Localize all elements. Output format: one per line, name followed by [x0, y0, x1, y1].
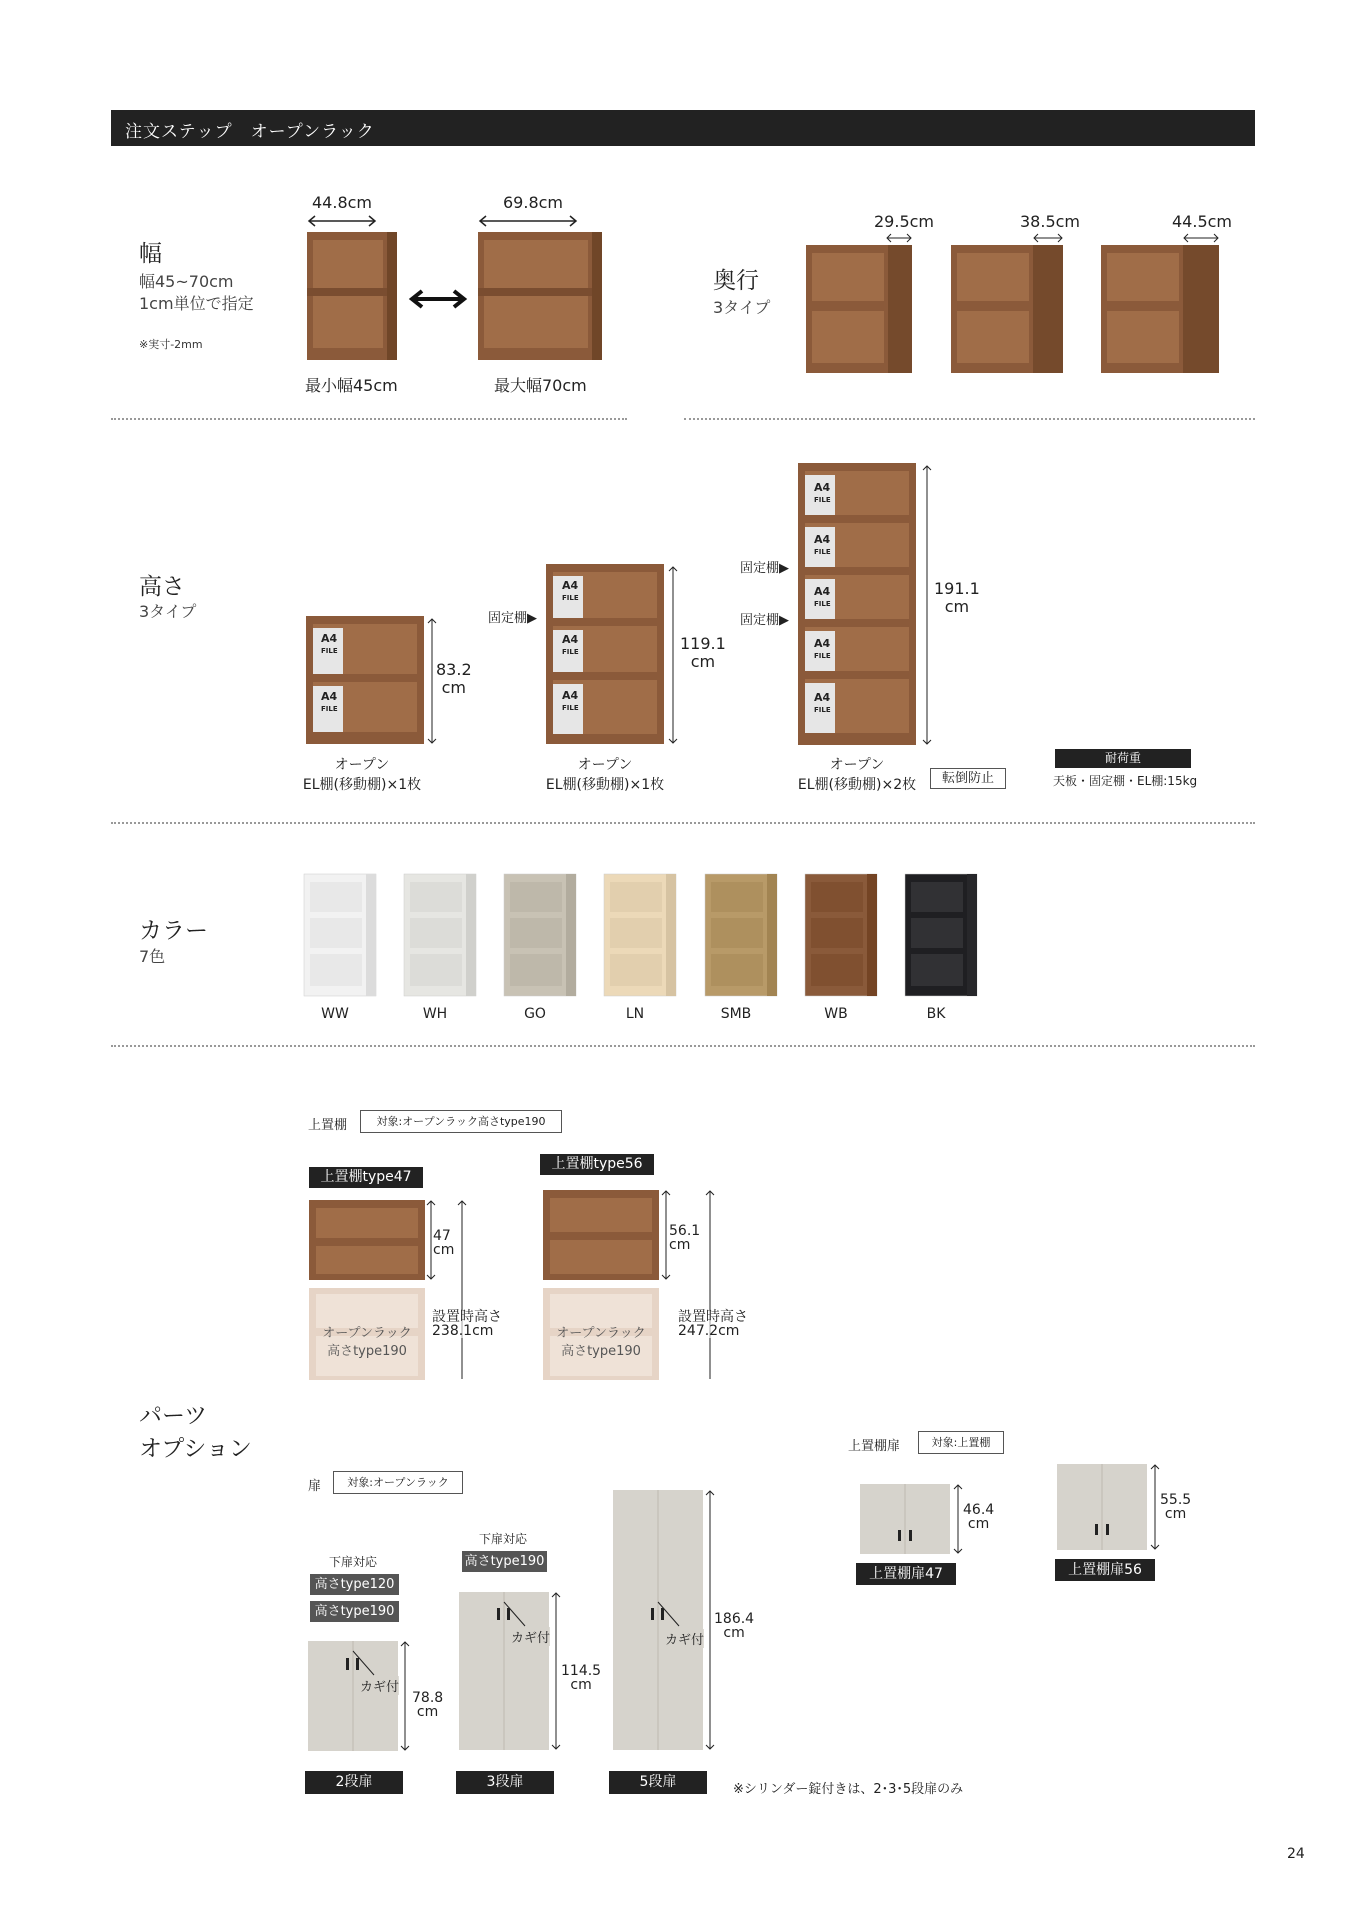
divider-color — [111, 1045, 1255, 1047]
color-title: カラー — [139, 918, 208, 944]
fixed-shelf-label-3: 固定棚▶ — [740, 613, 789, 628]
top-shelf-56-install-arrow — [705, 1190, 715, 1380]
width-max-label: 最大幅70cm — [494, 376, 587, 395]
top-shelf-56-dim: 56.1 cm — [669, 1223, 701, 1253]
depth-arrow-3 — [1183, 233, 1219, 243]
width-title: 幅 — [139, 241, 162, 267]
top-shelf-label: 上置棚 — [308, 1118, 348, 1133]
top-shelf-47-base-label: オープンラック 高さtype190 — [322, 1326, 412, 1359]
anti-tip-badge: 転倒防止 — [930, 768, 1006, 789]
width-min-dim: 44.8cm — [312, 193, 373, 212]
width-note: ※実寸-2mm — [139, 338, 203, 351]
top-shelf-target: 対象:オープンラック高さtype190 — [360, 1110, 562, 1133]
door-2-key-label: カギ付 — [360, 1676, 399, 1695]
file-label-4: A4 FILE — [562, 633, 579, 656]
depth-rack-image-1 — [806, 245, 912, 375]
top-door-target: 対象:上置棚 — [918, 1431, 1004, 1454]
depth-title: 奥行 — [713, 268, 759, 294]
door-2-h190-badge: 高さtype190 — [310, 1601, 399, 1622]
door-5-key-label: カギ付 — [665, 1629, 704, 1648]
file-label-10: A4 FILE — [814, 691, 831, 714]
height-191-caption: オープン EL棚(移動棚)×2枚 — [797, 757, 917, 793]
file-label-7: A4 FILE — [814, 533, 831, 556]
divider-height — [111, 822, 1255, 824]
width-min-rack-image — [307, 232, 397, 362]
top-shelf-47-install: 設置時高さ 238.1cm — [432, 1309, 502, 1339]
color-swatch-ln — [604, 874, 676, 1000]
color-swatch-wb — [805, 874, 877, 1000]
file-label-1: A4 FILE — [321, 632, 338, 655]
door-label: 扉 — [308, 1479, 322, 1494]
height-title: 高さ — [139, 574, 185, 600]
door-target: 対象:オープンラック — [333, 1471, 463, 1494]
parts-title: パーツ オプション — [139, 1403, 252, 1462]
file-label-6: A4 FILE — [814, 481, 831, 504]
depth-dim-1: 29.5cm — [874, 212, 935, 231]
door-5-dim: 186.4 cm — [714, 1611, 755, 1641]
color-swatch-wh — [404, 874, 476, 1000]
color-code-label: WW — [321, 1006, 349, 1022]
file-label-8: A4 FILE — [814, 585, 831, 608]
width-desc1: 幅45~70cm — [139, 272, 234, 291]
door-3-h190-badge: 高さtype190 — [462, 1551, 547, 1572]
top-shelf-56-image — [543, 1190, 659, 1286]
color-code-label: BK — [926, 1006, 946, 1022]
door-3-key-label: カギ付 — [511, 1627, 550, 1646]
height-83-caption: オープン EL棚(移動棚)×1枚 — [302, 757, 422, 793]
color-sub: 7色 — [139, 947, 166, 966]
top-shelf-47-image — [309, 1200, 425, 1286]
height-191-dim: 191.1 cm — [934, 579, 980, 616]
file-label-3: A4 FILE — [562, 579, 579, 602]
door-3-image — [459, 1592, 549, 1752]
door-3-arrow — [551, 1592, 561, 1750]
color-swatch-ww — [304, 874, 376, 1000]
file-label-2: A4 FILE — [321, 690, 338, 713]
page-number: 24 — [1287, 1846, 1305, 1862]
top-shelf-47-install-arrow — [457, 1200, 467, 1380]
file-label-9: A4 FILE — [814, 637, 831, 660]
door-5-badge: 5段扉 — [609, 1771, 707, 1794]
top-shelf-56-base-label: オープンラック 高さtype190 — [556, 1326, 646, 1359]
color-swatch-rack-icon — [805, 874, 877, 996]
top-door-47-arrow — [953, 1484, 963, 1554]
file-label-5: A4 FILE — [562, 689, 579, 712]
door-3-badge: 3段扉 — [456, 1771, 554, 1794]
height-83-dim: 83.2 cm — [436, 660, 472, 697]
door-2-h120-badge: 高さtype120 — [310, 1574, 399, 1595]
top-door-56-badge: 上置棚扉56 — [1055, 1559, 1155, 1581]
top-door-56-arrow — [1150, 1464, 1160, 1550]
width-max-dim: 69.8cm — [503, 193, 564, 212]
top-shelf-47-dim: 47 cm — [433, 1228, 455, 1258]
load-title-badge: 耐荷重 — [1055, 749, 1191, 768]
door-5-image — [613, 1490, 703, 1752]
color-code-label: SMB — [720, 1006, 752, 1022]
depth-arrow-1 — [886, 233, 912, 243]
load-desc: 天板・固定棚・EL棚:15kg — [1053, 774, 1198, 788]
depth-sub: 3タイプ — [713, 298, 771, 317]
door-2-badge: 2段扉 — [305, 1771, 403, 1794]
door-cylinder-note: ※シリンダー錠付きは、2･3･5段扉のみ — [733, 1782, 964, 1797]
top-door-47-badge: 上置棚扉47 — [856, 1563, 956, 1585]
height-119-dim: 119.1 cm — [680, 634, 726, 671]
width-range-arrow — [408, 288, 468, 310]
color-code-label: WH — [422, 1006, 448, 1022]
height-sub: 3タイプ — [139, 602, 197, 621]
depth-dim-2: 38.5cm — [1020, 212, 1081, 231]
top-door-label: 上置棚扉 — [848, 1439, 901, 1454]
height-119-arrow — [668, 566, 678, 744]
color-swatch-rack-icon — [304, 874, 376, 996]
width-min-label: 最小幅45cm — [305, 376, 398, 395]
door-2-dim: 78.8 cm — [412, 1690, 444, 1720]
door-2-lower-compat: 下扉対応 — [329, 1555, 378, 1569]
color-swatch-rack-icon — [905, 874, 977, 996]
color-swatch-rack-icon — [604, 874, 676, 996]
width-max-rack-image — [478, 232, 602, 362]
width-desc2: 1cm単位で指定 — [139, 294, 254, 313]
top-door-47-image — [860, 1484, 950, 1556]
color-swatch-smb — [705, 874, 777, 1000]
door-2-arrow — [400, 1641, 410, 1751]
depth-rack-image-3 — [1101, 245, 1219, 375]
top-door-47-dim: 46.4 cm — [963, 1502, 995, 1532]
height-191-arrow — [922, 465, 932, 745]
height-119-caption: オープン EL棚(移動棚)×1枚 — [545, 757, 665, 793]
top-door-56-dim: 55.5 cm — [1160, 1492, 1192, 1522]
fixed-shelf-label-2: 固定棚▶ — [740, 561, 789, 576]
depth-dim-3: 44.5cm — [1172, 212, 1233, 231]
top-shelf-56-install: 設置時高さ 247.2cm — [678, 1309, 748, 1339]
color-swatch-bk — [905, 874, 977, 1000]
width-min-arrow — [307, 215, 377, 227]
color-swatch-go — [504, 874, 576, 1000]
color-code-label: LN — [625, 1006, 645, 1022]
color-swatch-rack-icon — [705, 874, 777, 996]
door-2-image — [308, 1641, 398, 1753]
top-shelf-56-badge: 上置棚type56 — [540, 1154, 654, 1175]
fixed-shelf-label-1: 固定棚▶ — [488, 611, 537, 626]
door-3-lower-compat: 下扉対応 — [479, 1532, 528, 1546]
depth-arrow-2 — [1033, 233, 1063, 243]
top-shelf-47-badge: 上置棚type47 — [309, 1167, 423, 1188]
divider-depth — [684, 418, 1255, 420]
color-swatch-rack-icon — [404, 874, 476, 996]
width-max-arrow — [478, 215, 578, 227]
color-code-label: WB — [824, 1006, 848, 1022]
door-3-dim: 114.5 cm — [561, 1663, 602, 1693]
section-header — [111, 110, 1255, 146]
depth-rack-image-2 — [951, 245, 1063, 375]
header-title: 注文ステップ オープンラック — [125, 122, 375, 142]
top-door-56-image — [1057, 1464, 1147, 1552]
divider-width — [111, 418, 627, 420]
color-code-label: GO — [524, 1006, 546, 1022]
color-swatch-rack-icon — [504, 874, 576, 996]
